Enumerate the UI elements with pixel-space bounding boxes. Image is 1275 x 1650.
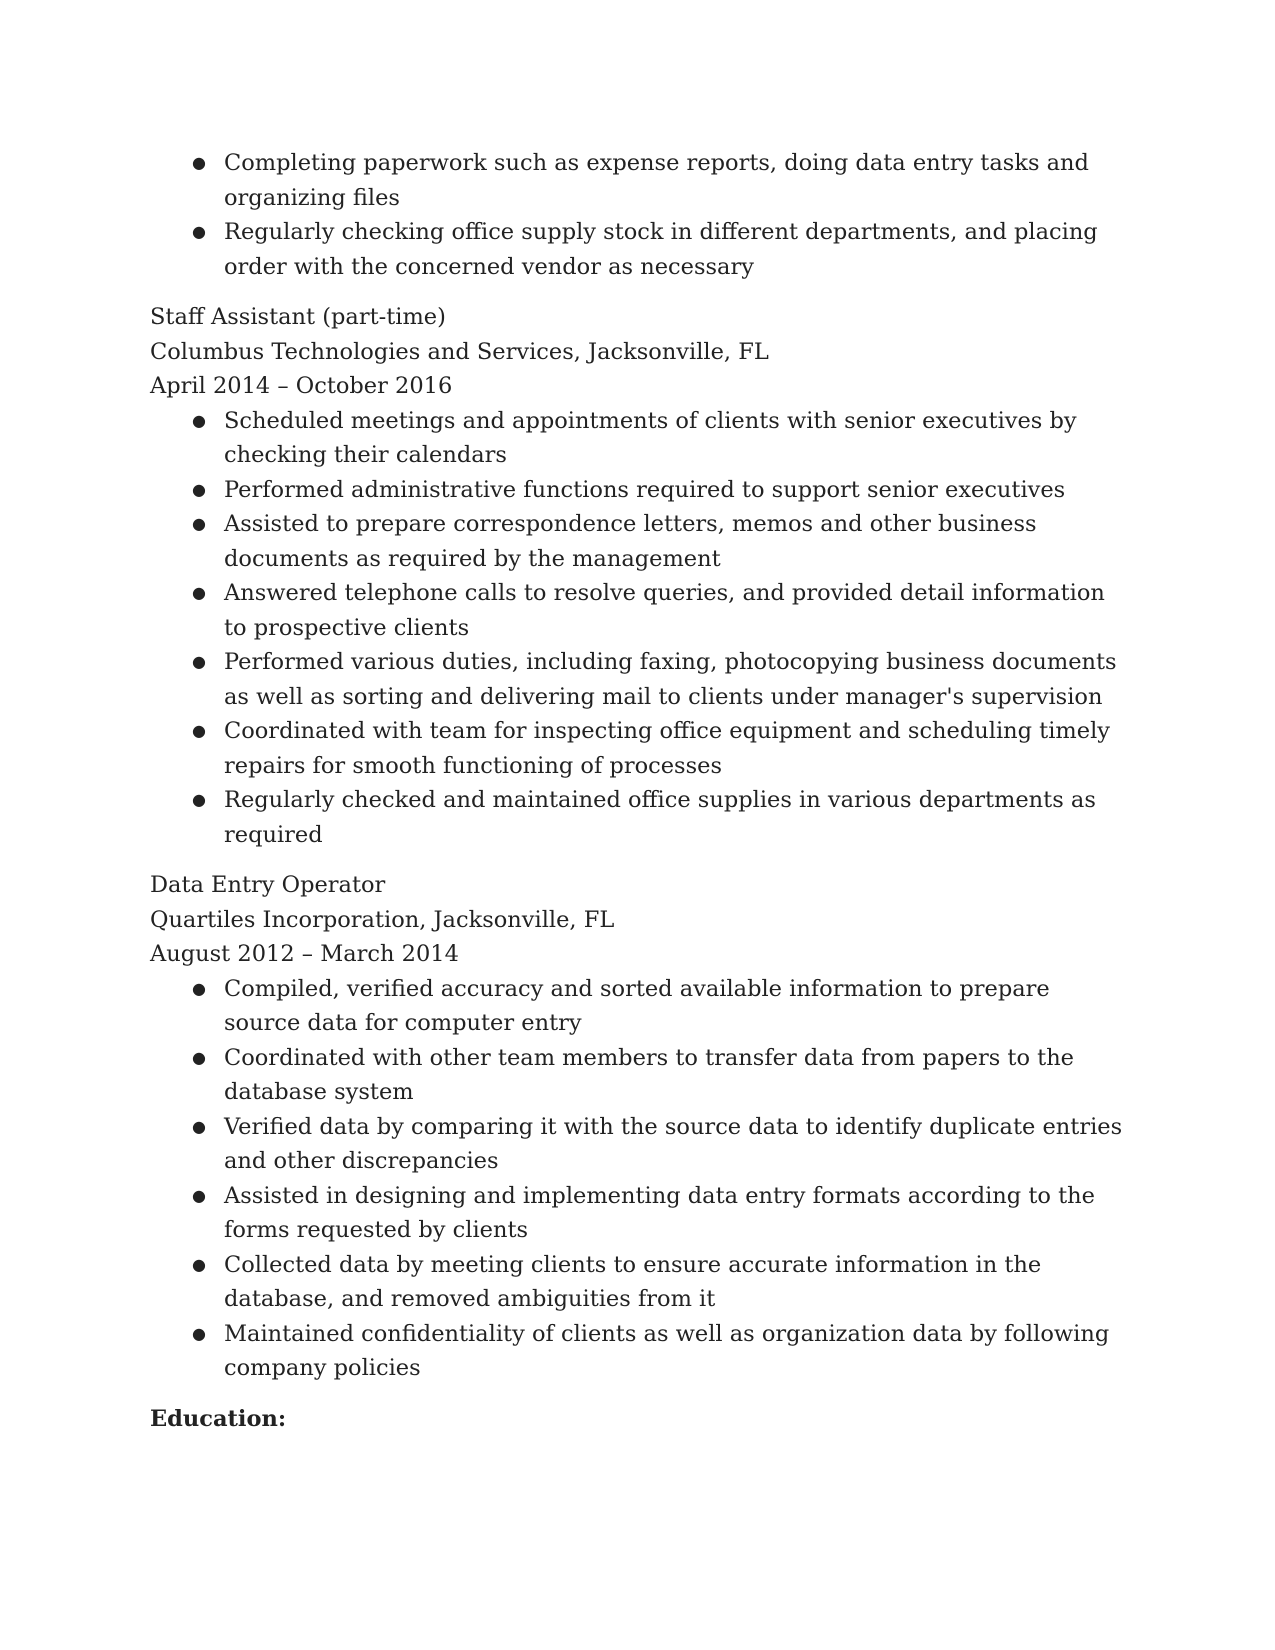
bullet-icon: ● <box>192 410 206 430</box>
bullet-icon: ● <box>192 790 206 809</box>
list-item: ● Coordinated with other team members to transfer data from papers to the database system <box>150 1041 1130 1110</box>
job-title: Staff Assistant (part-time) <box>150 304 446 330</box>
bullet-icon: ● <box>192 1116 206 1136</box>
bullet-icon: ● <box>192 721 206 740</box>
bullet-icon: ● <box>192 222 206 241</box>
bullet-icon: ● <box>192 153 206 172</box>
resume-content <box>150 146 1130 1436</box>
list-item: ● Maintained confidentiality of clients as well as organization data by following company policies <box>150 1317 1130 1386</box>
bullet-icon: ● <box>192 1254 206 1274</box>
bullet-icon: ● <box>192 514 206 533</box>
list-item: ● Regularly checking office supply stock in different departments, and placing order with the concerned vendor as necessary <box>150 215 1130 284</box>
bullet-icon: ● <box>192 1047 206 1067</box>
job-entry-data-entry-operator <box>150 868 1130 1386</box>
list-item: ● Collected data by meeting clients to ensure accurate information in the database, and removed ambiguities from it <box>150 1248 1130 1317</box>
list-item: ● Assisted to prepare correspondence letters, memos and other business documents as required by the management <box>150 507 1130 576</box>
job-bullet-list <box>150 972 1130 1386</box>
job-dates: April 2014 – October 2016 <box>150 373 453 399</box>
job-bullet-list <box>150 404 1130 853</box>
continued-bullet-list <box>150 146 1130 284</box>
bullet-icon: ● <box>192 583 206 602</box>
job-company: Columbus Technologies and Services, Jacksonville, FL <box>150 338 769 365</box>
list-item: ● Regularly checked and maintained office supplies in various departments as required <box>150 783 1130 852</box>
list-item: ● Completing paperwork such as expense reports, doing data entry tasks and organizing files <box>150 146 1130 215</box>
job-title: Data Entry Operator <box>150 872 386 898</box>
list-item: ● Assisted in designing and implementing data entry formats according to the forms requested by clients <box>150 1179 1130 1248</box>
list-item: ● Performed administrative functions required to support senior executives <box>150 473 1130 508</box>
education-heading: Education: <box>150 1405 287 1432</box>
job-company: Quartiles Incorporation, Jacksonville, FL <box>150 906 615 933</box>
bullet-icon: ● <box>192 1185 206 1205</box>
list-item: ● Performed various duties, including faxing, photocopying business documents as well as sorting and delivering mail to clients under manager's supervision <box>150 645 1130 714</box>
bullet-icon: ● <box>192 978 206 998</box>
bullet-icon: ● <box>192 652 206 671</box>
list-item: ● Verified data by comparing it with the source data to identify duplicate entries and other discrepancies <box>150 1110 1130 1179</box>
list-item: ● Compiled, verified accuracy and sorted available information to prepare source data for computer entry <box>150 972 1130 1041</box>
job-entry-staff-assistant <box>150 300 1130 852</box>
job-dates: August 2012 – March 2014 <box>150 941 459 967</box>
list-item: ● Scheduled meetings and appointments of clients with senior executives by checking their calendars <box>150 404 1130 473</box>
bullet-icon: ● <box>192 1323 206 1343</box>
list-item: ● Coordinated with team for inspecting office equipment and scheduling timely repairs for smooth functioning of processes <box>150 714 1130 783</box>
list-item: ● Answered telephone calls to resolve queries, and provided detail information to prospective clients <box>150 576 1130 645</box>
bullet-icon: ● <box>192 479 206 499</box>
